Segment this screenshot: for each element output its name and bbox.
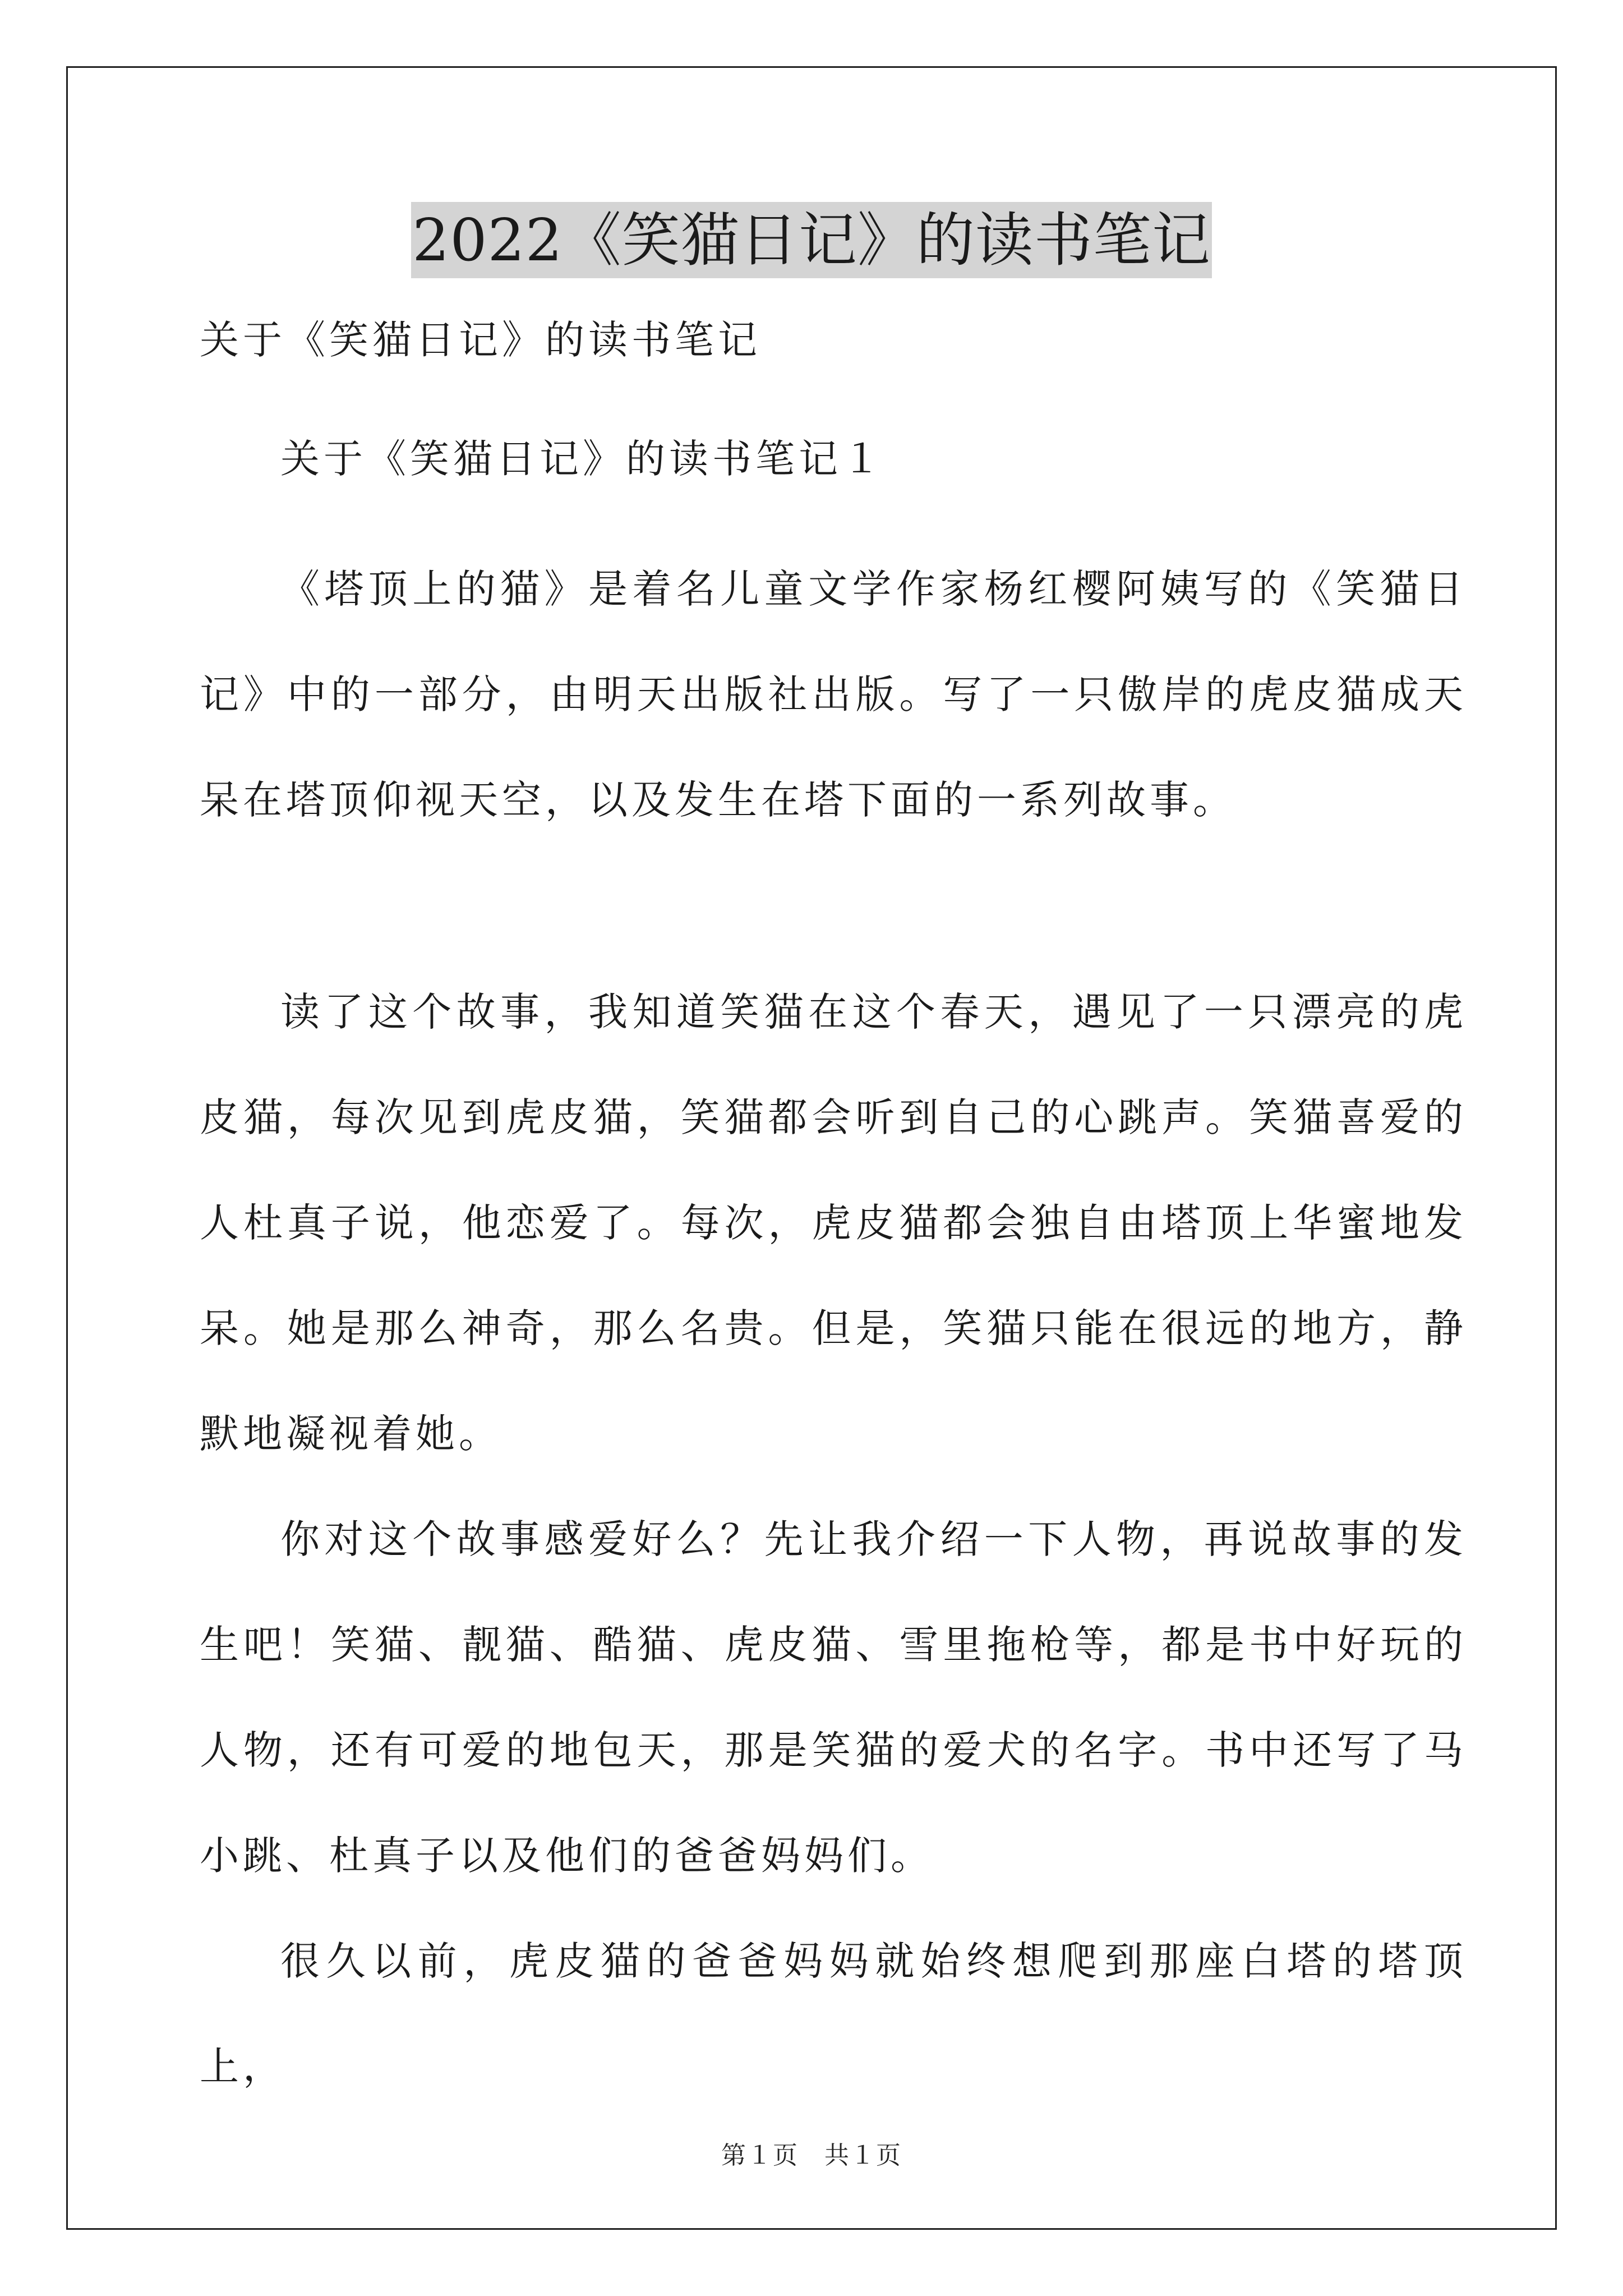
document-subtitle: 关于《笑猫日记》的读书笔记 — [200, 317, 761, 363]
paragraph: 《塔顶上的猫》是着名儿童文学作家杨红樱阿姨写的《笑猫日记》中的一部分，由明天出版社出版。写了一只傲岸的虎皮猫成天呆在塔顶仰视天空，以及发生在塔下面的一系列故事。 — [200, 566, 1467, 823]
document-title: 2022《笑猫日记》的读书笔记 — [411, 202, 1212, 278]
document-body — [200, 312, 1467, 2119]
section-heading: 关于《笑猫日记》的读书笔记１ — [280, 436, 885, 482]
page-footer: 第１页 共１页 — [721, 2141, 902, 2170]
title-container — [0, 202, 1623, 278]
paragraph: 很久以前，虎皮猫的爸爸妈妈就始终想爬到那座白塔的塔顶上， — [200, 1938, 1467, 2090]
paragraph: 读了这个故事，我知道笑猫在这个春天，遇见了一只漂亮的虎皮猫，每次见到虎皮猫，笑猫都会听到自己的心跳声。笑猫喜爱的人杜真子说，他恋爱了。每次，虎皮猫都会独自由塔顶上华蜜地发呆。她是那么神奇，那么名贵。但是，笑猫只能在很远的地方，静默地凝视着她。 — [200, 989, 1467, 1457]
paragraph: 你对这个故事感爱好么？先让我介绍一下人物，再说故事的发生吧！笑猫、靓猫、酷猫、虎皮猫、雪里拖枪等，都是书中好玩的人物，还有可爱的地包天，那是笑猫的爱犬的名字。书中还写了马小跳、杜真子以及他们的爸爸妈妈们。 — [200, 1516, 1467, 1879]
